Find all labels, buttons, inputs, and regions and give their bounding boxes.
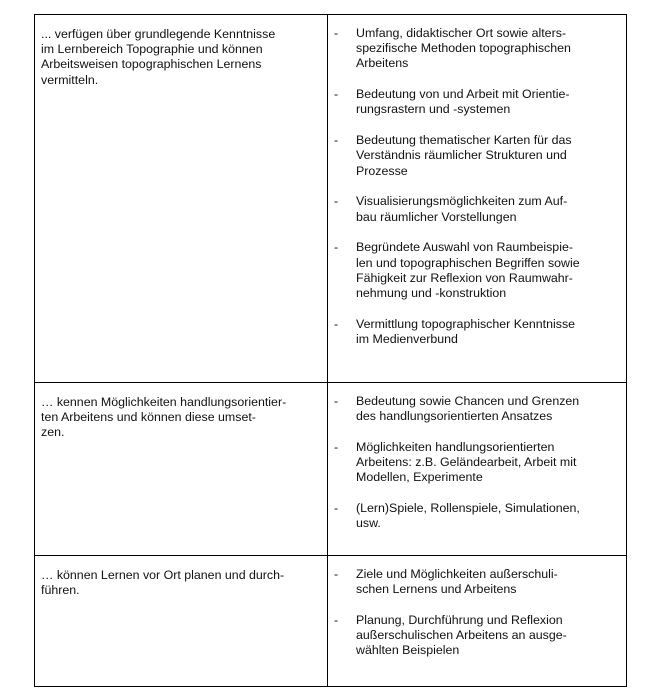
content-cell <box>328 556 627 687</box>
list-item <box>334 440 620 486</box>
list-item-text: Bedeutung sowie Chancen und Grenzen des handlungsorientierten Ansatzes <box>356 394 580 424</box>
bullet-dash: - <box>334 87 339 102</box>
list-item-text: Möglichkeiten handlungsorientierten Arbeitens: z.B. Geländearbeit, Arbeit mit Modellen, Experimente <box>356 440 577 485</box>
bullet-dash: - <box>334 26 339 40</box>
list-item <box>334 133 620 179</box>
table-row <box>35 556 627 687</box>
list-item-text: Planung, Durchführung und Reflexion außerschulischen Arbeitens an ausge- wählten Beispielen <box>356 613 567 658</box>
list-item <box>334 87 620 117</box>
bullet-dash: - <box>334 567 339 581</box>
list-item-text: (Lern)Spiele, Rollenspiele, Simulationen, usw. <box>356 501 580 531</box>
bullet-dash: - <box>334 240 339 255</box>
competence-text: ... verfügen über grundlegende Kenntnisse im Lernbereich Topographie und können Arbeitsweisen topographischen Lernens vermitteln. <box>41 27 276 87</box>
competence-text: … kennen Möglichkeiten handlungsorientier- ten Arbeitens und können diese umset- zen. <box>41 395 287 440</box>
list-item-text: Bedeutung thematischer Karten für das Verständnis räumlicher Strukturen und Prozesse <box>356 133 572 178</box>
bullet-dash: - <box>334 133 339 148</box>
list-item <box>334 194 620 224</box>
list-item-text: Visualisierungsmöglichkeiten zum Auf- bau räumlicher Vorstellungen <box>356 194 568 224</box>
content-list <box>328 15 626 347</box>
content-list <box>328 383 626 532</box>
content-cell <box>328 15 627 383</box>
list-item-text: Bedeutung von und Arbeit mit Orientie- rungsrastern und -systemen <box>356 87 570 117</box>
competence-text: … können Lernen vor Ort planen und durch- führen. <box>41 568 285 598</box>
bullet-dash: - <box>334 316 339 331</box>
list-item <box>334 567 620 597</box>
list-item-text: Vermittlung topographischer Kenntnisse im Medienverbund <box>356 316 576 347</box>
competence-cell <box>35 556 328 687</box>
list-item <box>334 501 620 531</box>
content-list <box>328 556 626 659</box>
table-row <box>35 383 627 556</box>
list-item-text: Ziele und Möglichkeiten außerschuli- schen Lernens und Arbeitens <box>356 567 558 597</box>
bullet-dash: - <box>334 194 339 209</box>
list-item <box>334 317 620 347</box>
list-item <box>334 26 620 72</box>
list-item <box>334 613 620 659</box>
bullet-dash: - <box>334 440 339 454</box>
bullet-dash: - <box>334 394 339 408</box>
competence-cell <box>35 383 328 556</box>
list-item-text: Begründete Auswahl von Raumbeispie- len und topographischen Begriffen sowie Fähigkeit zur Reflexion von Raumwahr- nehmung und -konstruktion <box>356 240 580 301</box>
list-item <box>334 394 620 424</box>
table-row <box>35 15 627 383</box>
curriculum-table <box>34 14 627 687</box>
content-cell <box>328 383 627 556</box>
list-item <box>334 240 620 301</box>
bullet-dash: - <box>334 613 339 627</box>
bullet-dash: - <box>334 501 339 516</box>
competence-cell <box>35 15 328 383</box>
list-item-text: Umfang, didaktischer Ort sowie alters- spezifische Methoden topographischen Arbeitens <box>356 26 571 71</box>
